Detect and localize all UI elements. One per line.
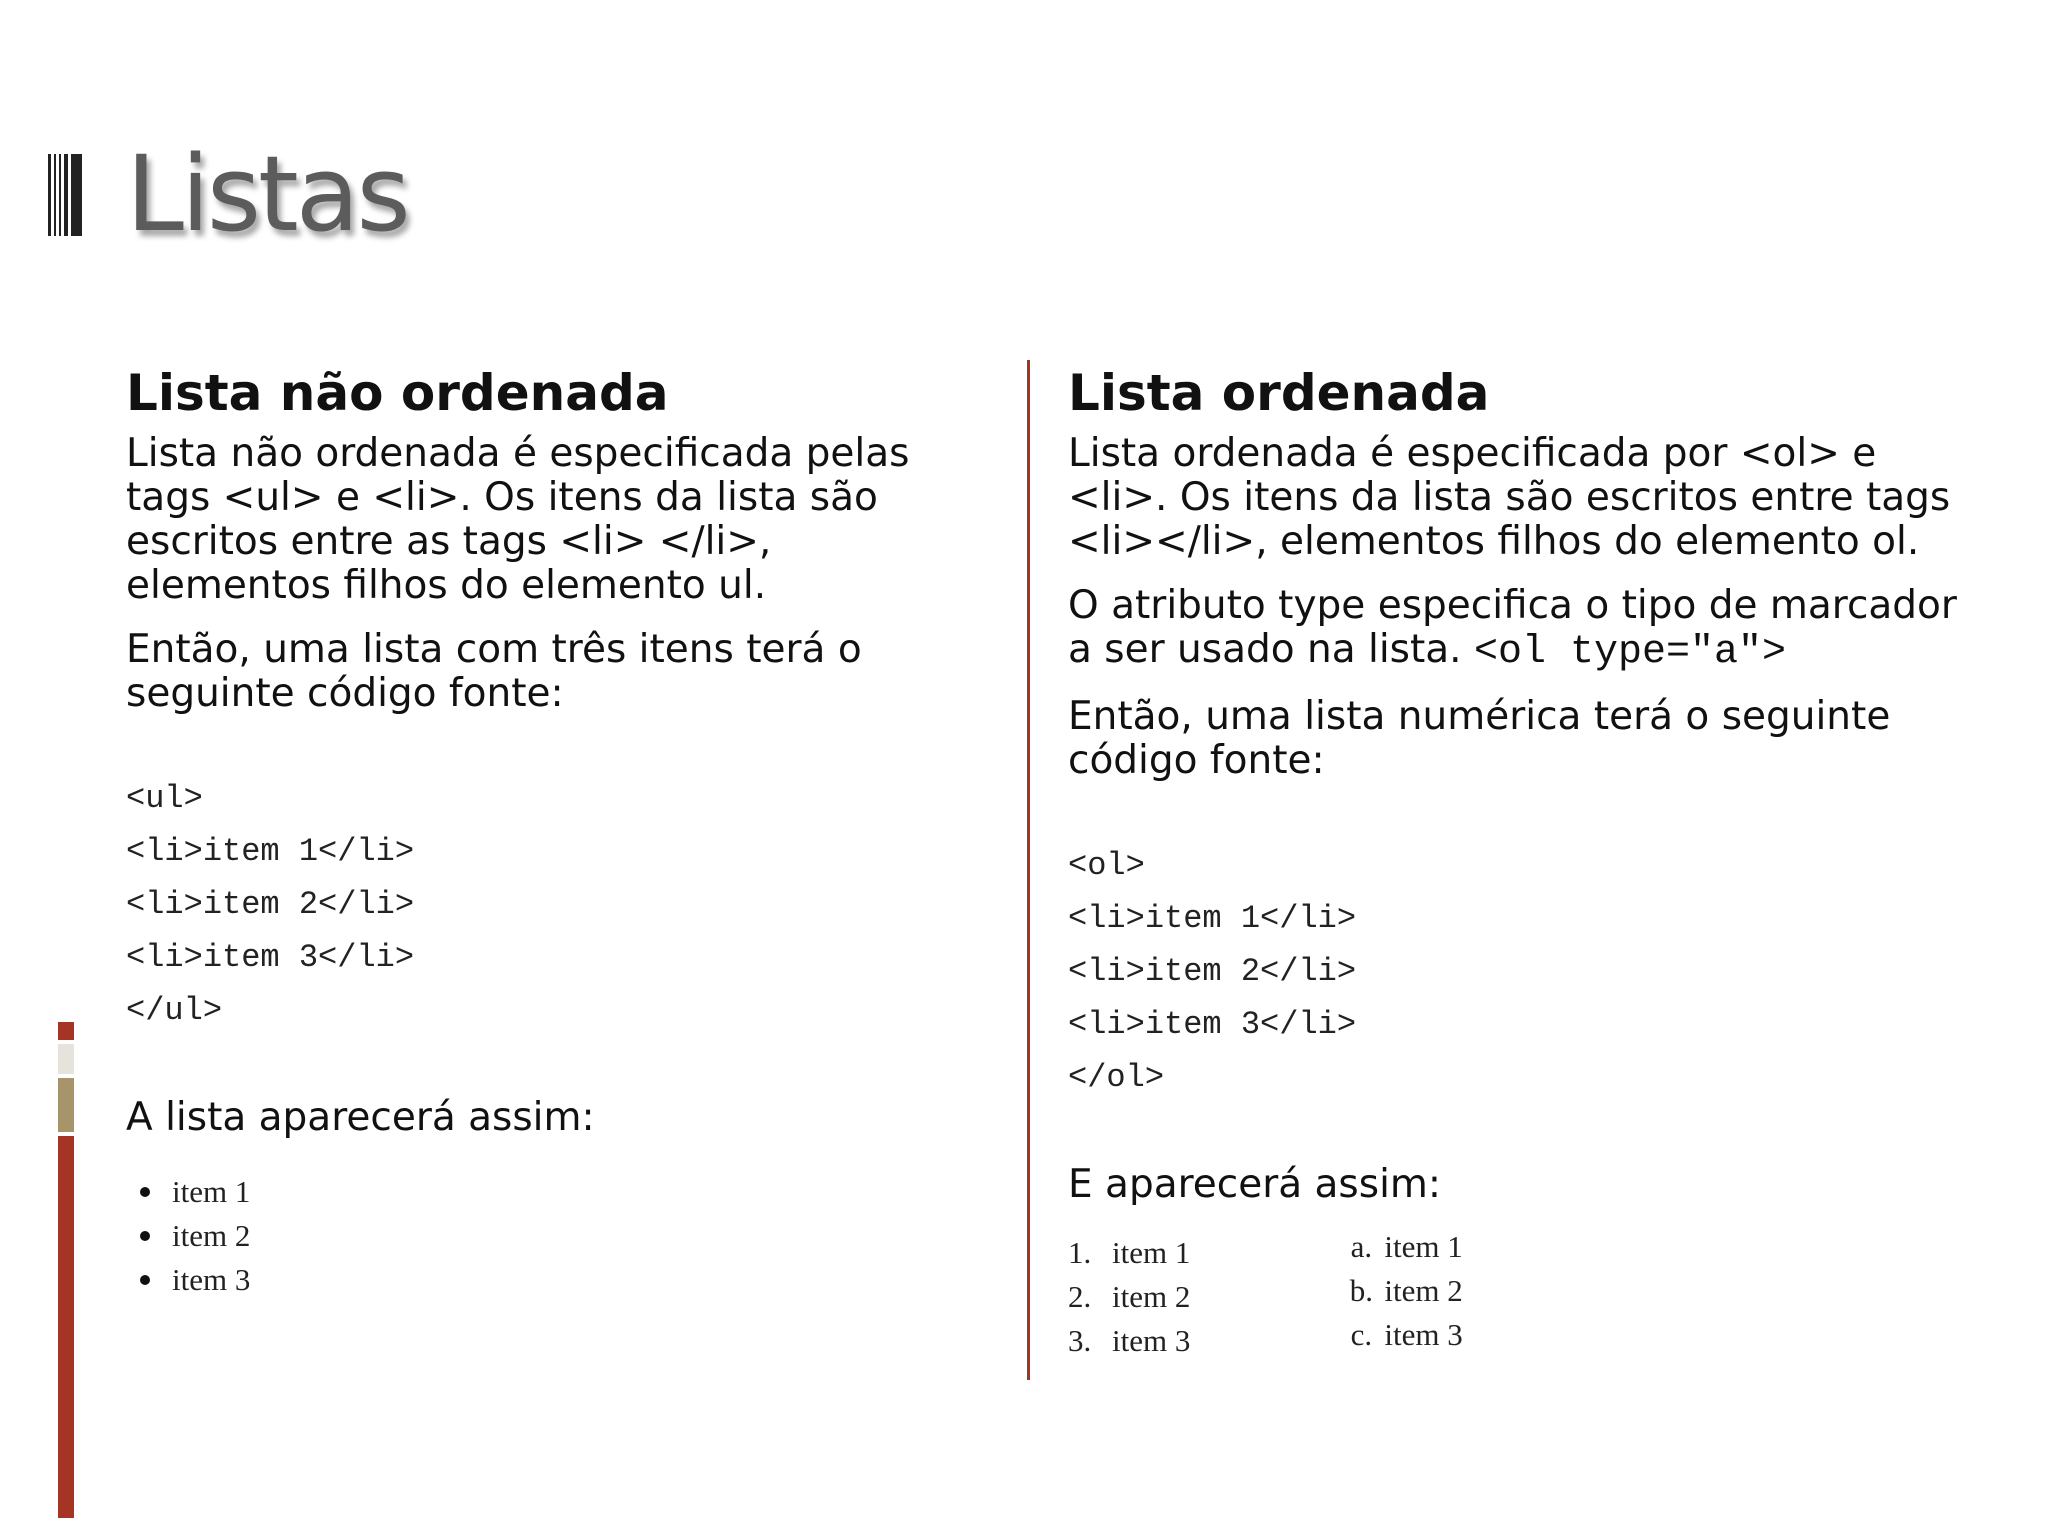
code-line: </ol>: [1068, 1059, 1165, 1096]
paragraph: [1068, 584, 1988, 675]
code-block: [1068, 839, 1988, 1104]
paragraph: Lista ordenada é especificada por <ol> e <li>. Os itens da lista são escritos entre tags <li></li>, elementos filhos do elemento ol.: [1068, 431, 1951, 564]
unordered-list-column: [126, 358, 986, 1302]
list-item-text: item 3: [1384, 1317, 1463, 1352]
decorative-bar: [58, 1136, 74, 1518]
code-line: <li>item 2</li>: [1068, 953, 1357, 990]
alpha-list-sample: [1340, 1225, 1462, 1363]
list-item-text: item 1: [172, 1174, 251, 1209]
inline-code: <ol type="a">: [1474, 630, 1787, 675]
list-marker: 2.: [1068, 1279, 1092, 1314]
list-item-text: item 3: [172, 1262, 251, 1297]
code-line: <ul>: [126, 780, 203, 817]
code-line: <li>item 3</li>: [1068, 1006, 1357, 1043]
title-bars-icon: [48, 154, 82, 236]
code-line: <li>item 1</li>: [1068, 900, 1357, 937]
list-item-text: item 1: [1112, 1235, 1191, 1270]
ordered-list-column: [1068, 358, 1988, 1363]
bullet-icon: [140, 1275, 150, 1285]
paragraph: Então, uma lista com três itens terá o seguinte código fonte:: [126, 627, 862, 716]
list-item: [140, 1170, 986, 1214]
list-item-text: item 2: [1112, 1279, 1191, 1314]
list-item: [140, 1214, 986, 1258]
decorative-bar: [58, 1044, 74, 1074]
result-label: E aparecerá assim:: [1068, 1162, 1442, 1207]
paragraph-text: O atributo type especifica o tipo de marcador a ser usado na lista.: [1068, 583, 1957, 672]
bullet-icon: [140, 1231, 150, 1241]
list-item: [1068, 1231, 1190, 1275]
code-line: <li>item 2</li>: [126, 886, 415, 923]
code-block: [126, 772, 986, 1037]
column-divider: [1027, 360, 1030, 1380]
column-heading: Lista ordenada: [1068, 364, 1490, 422]
result-label: A lista aparecerá assim:: [126, 1095, 595, 1140]
list-marker: a.: [1350, 1229, 1373, 1264]
list-item: [140, 1258, 986, 1302]
column-heading: Lista não ordenada: [126, 364, 669, 422]
paragraph: Então, uma lista numérica terá o seguinte código fonte:: [1068, 694, 1891, 783]
list-item-text: item 3: [1112, 1323, 1191, 1358]
list-item: [1340, 1225, 1462, 1269]
list-item: [1068, 1275, 1190, 1319]
ordered-list-samples: [1068, 1231, 1988, 1363]
code-line: <li>item 3</li>: [126, 939, 415, 976]
slide-title: Listas: [126, 133, 408, 255]
decorative-bar: [58, 1022, 74, 1040]
list-item-text: item 2: [1384, 1273, 1463, 1308]
list-marker: c.: [1350, 1317, 1373, 1352]
list-marker: 1.: [1068, 1235, 1092, 1270]
bulleted-list-sample: [126, 1170, 986, 1302]
decorative-bar: [58, 1078, 74, 1132]
list-item-text: item 1: [1384, 1229, 1463, 1264]
list-item: [1068, 1319, 1190, 1363]
list-marker: 3.: [1068, 1323, 1092, 1358]
code-line: <ol>: [1068, 847, 1145, 884]
numbered-list-sample: [1068, 1231, 1190, 1363]
code-line: </ul>: [126, 992, 223, 1029]
code-line: <li>item 1</li>: [126, 833, 415, 870]
list-item: [1340, 1313, 1462, 1357]
list-item-text: item 2: [172, 1218, 251, 1253]
bullet-icon: [140, 1187, 150, 1197]
list-item: [1340, 1269, 1462, 1313]
paragraph: Lista não ordenada é especificada pelas tags <ul> e <li>. Os itens da lista são escritos entre as tags <li> </li>, elementos filhos do elemento ul.: [126, 431, 910, 608]
list-marker: b.: [1349, 1273, 1373, 1308]
